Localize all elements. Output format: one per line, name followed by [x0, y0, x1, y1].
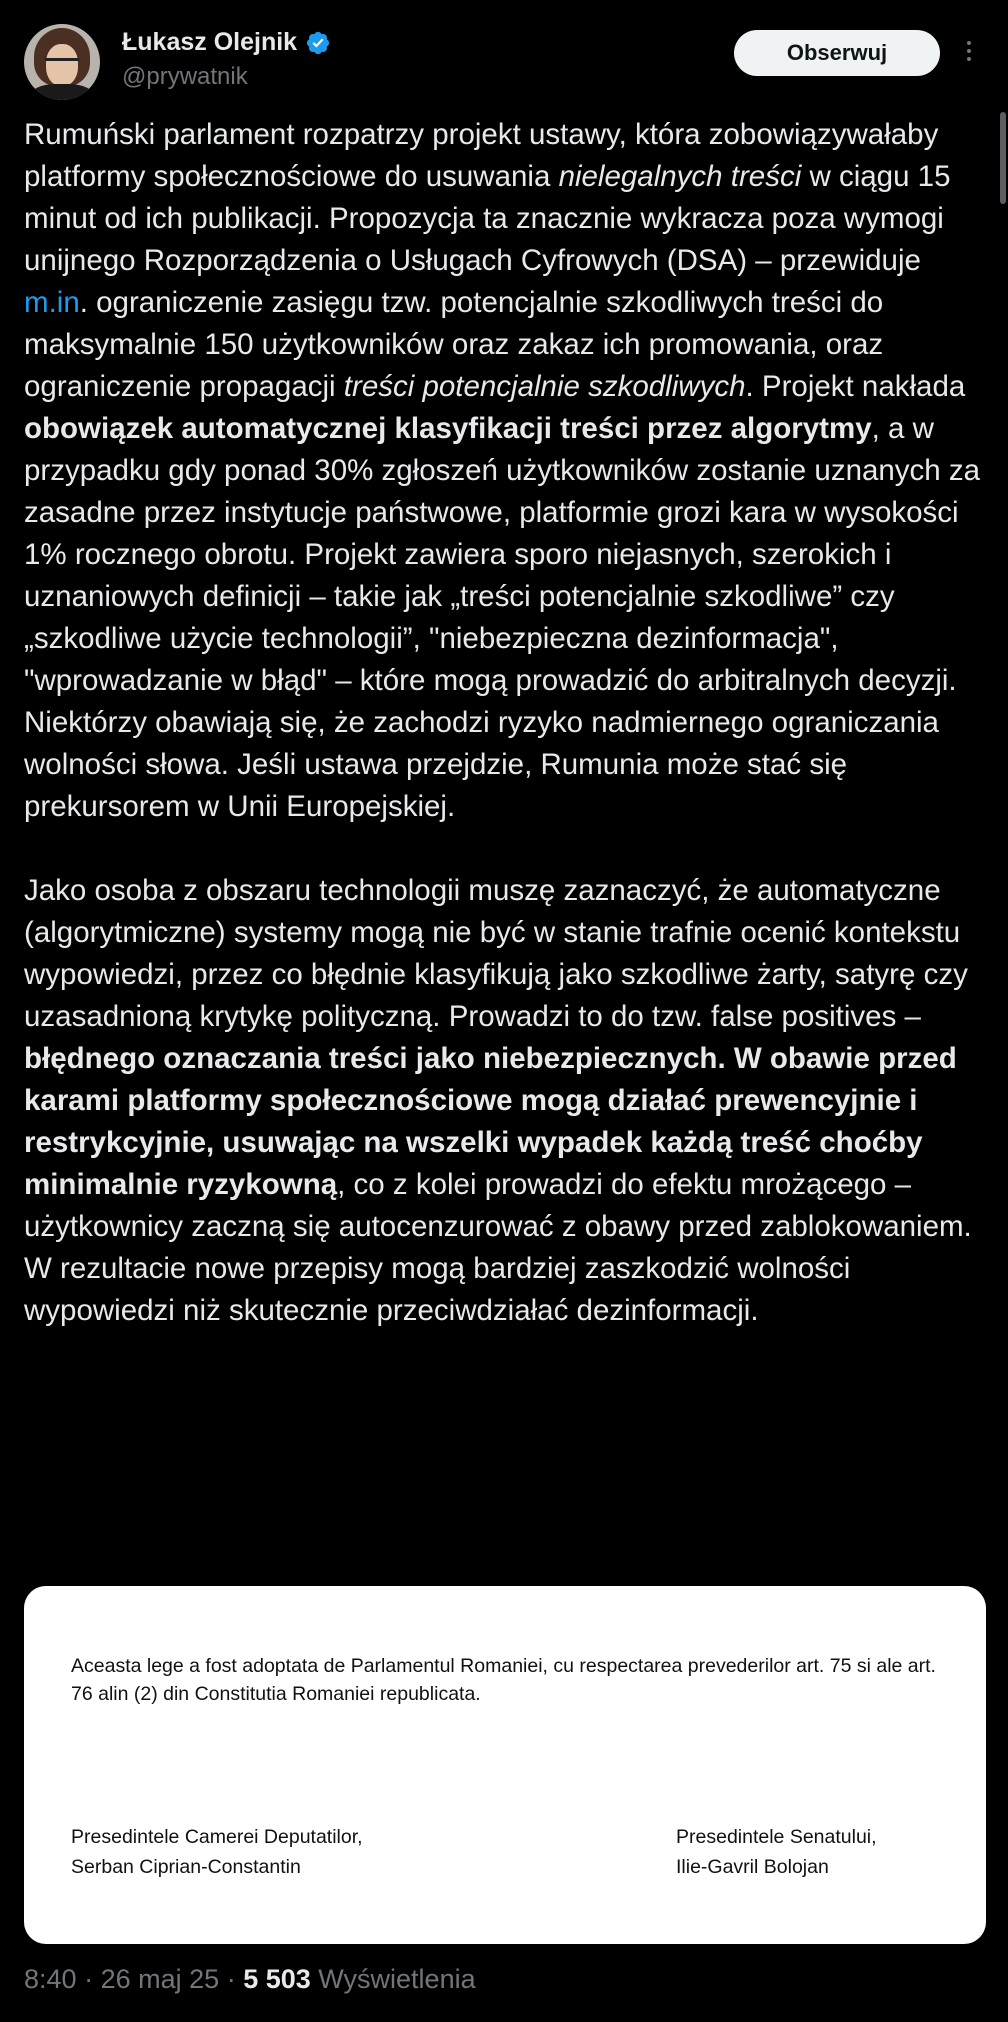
signature-right	[676, 1822, 877, 1882]
text-span: w ciągu 15 minut od ich publikacji. Propozycja ta znacznie wykracza poza wymogi unijnego Rozporządzenia o Usługach Cyfrowych (DSA) – przewiduje	[24, 160, 951, 277]
tweet-paragraph-2	[24, 870, 990, 1332]
tweet-text	[24, 114, 990, 1332]
text-span: , a w przypadku gdy ponad 30% zgłoszeń użytkowników zostanie uznanych za zasadne przez instytucje państwowe, platformie grozi kara w wysokości 1% rocznego obrotu. Projekt zawiera sporo niejasnych, szerokich i uznaniowych definicji – takie jak „treści potencjalnie szkodliwe” czy „szkodliwe użycie technologii”, "niebezpieczna dezinformacja", "wprowadzanie w błąd" – które mogą prowadzić do arbitralnych decyzji. Niektórzy obawiają się, że zachodzi ryzyko nadmiernego ograniczania wolności słowa. Jeśli ustawa przejdzie, Rumunia może stać się prekursorem w Unii Europejskiej.	[24, 412, 981, 823]
post-time[interactable]: 8:40	[24, 1964, 77, 1994]
italic-text: treści potencjalnie szkodliwych	[343, 370, 746, 403]
signature-name: Ilie-Gavril Bolojan	[676, 1856, 829, 1878]
post-date[interactable]: 26 maj 25	[100, 1964, 220, 1994]
tweet-header	[24, 24, 984, 98]
text-span: . Projekt nakłada	[745, 370, 966, 403]
views-count: 5 503	[243, 1964, 311, 1994]
text-span: , co z kolei prowadzi do efektu mrożącego – użytkownicy zaczną się autocenzurować z obawy przed zablokowaniem. W rezultacie nowe przepisy mogą bardziej zaszkodzić wolności wypowiedzi niż skutecznie przeciwdziałać dezinformacji.	[24, 1168, 972, 1327]
author-name[interactable]: Łukasz Olejnik	[122, 28, 298, 56]
author-handle[interactable]: @prywatnik	[122, 63, 248, 90]
document-text: Aceasta lege a fost adoptata de Parlamentul Romaniei, cu respectarea prevederilor art. 75 si ale art. 76 alin (2) din Constitutia Romaniei republicata.	[71, 1655, 936, 1705]
text-span: Jako osoba z obszaru technologii muszę zaznaczyć, że automatyczne (algorytmiczne) systemy mogą nie być w stanie trafnie ocenić kontekstu wypowiedzi, przez co błędnie klasyfikują jako szkodliwe żarty, satyrę czy uzasadnioną krytykę polityczną. Prowadzi to do tzw. false positives –	[24, 874, 968, 1033]
verified-badge-icon	[305, 30, 331, 56]
follow-button[interactable]: Obserwuj	[734, 30, 940, 76]
avatar[interactable]	[24, 24, 100, 100]
text-span: Rumuński parlament rozpatrzy projekt ustawy, która zobowiązywałaby platformy społecznościowe do usuwania	[24, 118, 939, 193]
meta-separator: ·	[84, 1964, 94, 1994]
signature-name: Serban Ciprian-Constantin	[71, 1856, 301, 1878]
views-label: Wyświetlenia	[318, 1964, 476, 1994]
italic-text: nielegalnych treści	[558, 160, 802, 193]
tweet-meta	[24, 1964, 476, 1995]
scrollbar[interactable]	[1000, 112, 1006, 204]
author-block	[122, 28, 331, 91]
meta-separator: ·	[226, 1964, 236, 1994]
signature-title: Presedintele Camerei Deputatilor,	[71, 1826, 363, 1848]
signature-title: Presedintele Senatului,	[676, 1826, 877, 1848]
more-options-icon[interactable]	[962, 38, 976, 68]
link-m-in[interactable]: m.in	[24, 286, 80, 319]
bold-text: obowiązek automatycznej klasyfikacji treści przez algorytmy	[24, 412, 872, 445]
signature-left	[71, 1822, 363, 1882]
attached-image[interactable]	[24, 1586, 986, 1944]
bold-text: błędnego oznaczania treści jako niebezpiecznych. W obawie przed karami platformy społecznościowe mogą działać prewencyjnie i restrykcyjnie, usuwając na wszelki wypadek każdą treść choćby minimalnie ryzykowną	[24, 1042, 957, 1201]
text-span: . ograniczenie zasięgu tzw. potencjalnie szkodliwych treści do maksymalnie 150 użytkowników oraz zakaz ich promowania, oraz ograniczenie propagacji	[24, 286, 884, 403]
tweet-paragraph-1	[24, 114, 990, 828]
